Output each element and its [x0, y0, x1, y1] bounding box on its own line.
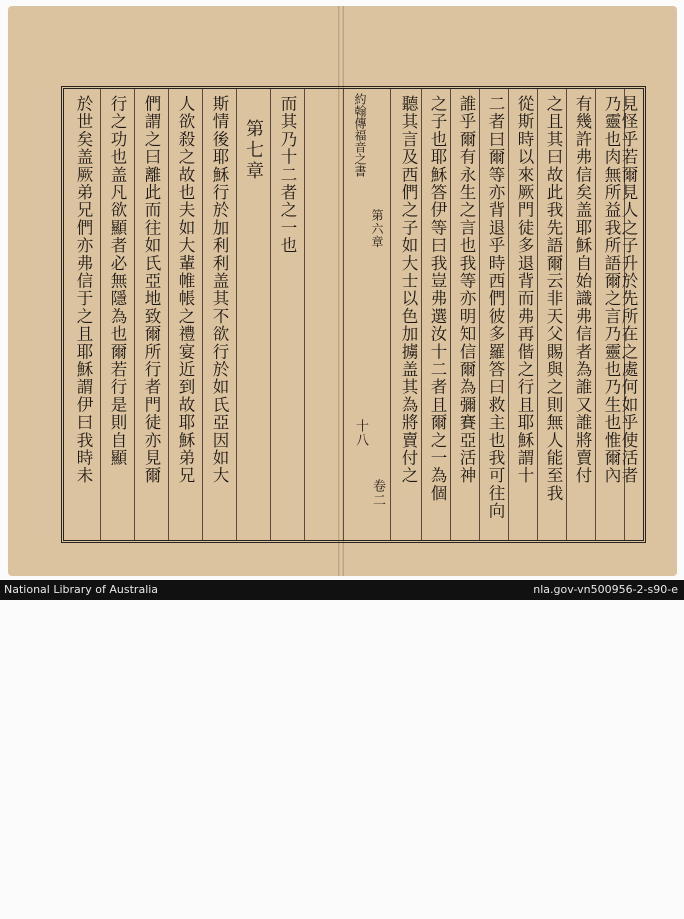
left-col-3: 們謂之曰離此而往如氏亞地致爾所行者門徒亦見爾 [142, 95, 161, 485]
column-rule [134, 89, 135, 540]
column-rule [236, 89, 237, 540]
left-col-7: 而其乃十二者之一也 [278, 95, 297, 255]
right-col-9: 見怪乎若爾見人之子升於先所在之處何如乎使活者 [619, 95, 638, 485]
library-credit: National Library of Australia [4, 583, 159, 596]
right-col-6: 之且其曰故此我先語爾云非天父賜與之則無人能至我 [544, 95, 563, 503]
column-rule [479, 89, 480, 540]
left-col-2: 行之功也盖凡欲顯者必無隱為也爾若行是則自顯 [108, 95, 127, 467]
column-rule [168, 89, 169, 540]
center-page-number: 十八 [353, 419, 368, 448]
left-col-4: 人欲殺之故也夫如大輩帷帳之禮宴近到故耶穌弟兄 [176, 95, 195, 485]
column-rule [100, 89, 101, 540]
column-rule [202, 89, 203, 540]
chapter-heading: 第七章 [243, 119, 264, 182]
open-book [8, 6, 677, 576]
footer-bar [0, 580, 684, 600]
right-col-8: 乃靈也肉無所益我所語爾之言乃靈也乃生也惟爾內 [602, 95, 621, 485]
center-volume: 卷二 [370, 479, 385, 508]
column-rule [595, 89, 596, 540]
left-col-5: 斯情後耶穌行於加利利盖其不欲行於如氏亞因如大 [210, 95, 229, 485]
column-rule [270, 89, 271, 540]
right-col-7: 有幾許弗信矣盖耶穌自始識弗信者為誰又誰將賣付 [573, 95, 592, 485]
column-rule [537, 89, 538, 540]
column-rule [304, 89, 305, 540]
right-col-2: 之子也耶穌答伊等曰我豈弗選汝十二者且爾之一為個 [428, 95, 447, 503]
left-col-1: 於世矣盖厥弟兄們亦弗信于之且耶穌謂伊曰我時未 [74, 95, 93, 485]
right-col-1: 聽其言及西們之子如大士以色加擄盖其為將賣付之 [399, 95, 418, 485]
column-rule [566, 89, 567, 540]
text-frame [61, 86, 646, 543]
right-col-5: 從斯時以來厥門徒多退背而弗再偕之行且耶穌謂十 [515, 95, 534, 485]
center-rule-right [390, 89, 391, 540]
column-rule [450, 89, 451, 540]
right-col-4: 二者曰爾等亦背退乎時西們彼多羅答曰救主也我可往向 [486, 95, 505, 520]
item-identifier: nla.gov-vn500956-2-s90-e [533, 583, 678, 596]
center-title: 約翰傳福音之書 [353, 93, 367, 177]
column-rule [508, 89, 509, 540]
center-rule-left [343, 89, 344, 540]
right-col-3: 誰乎爾有永生之言也我等亦明知信爾為彌賽亞活神 [457, 95, 476, 485]
column-rule [421, 89, 422, 540]
center-chapter: 第六章 [370, 209, 384, 249]
